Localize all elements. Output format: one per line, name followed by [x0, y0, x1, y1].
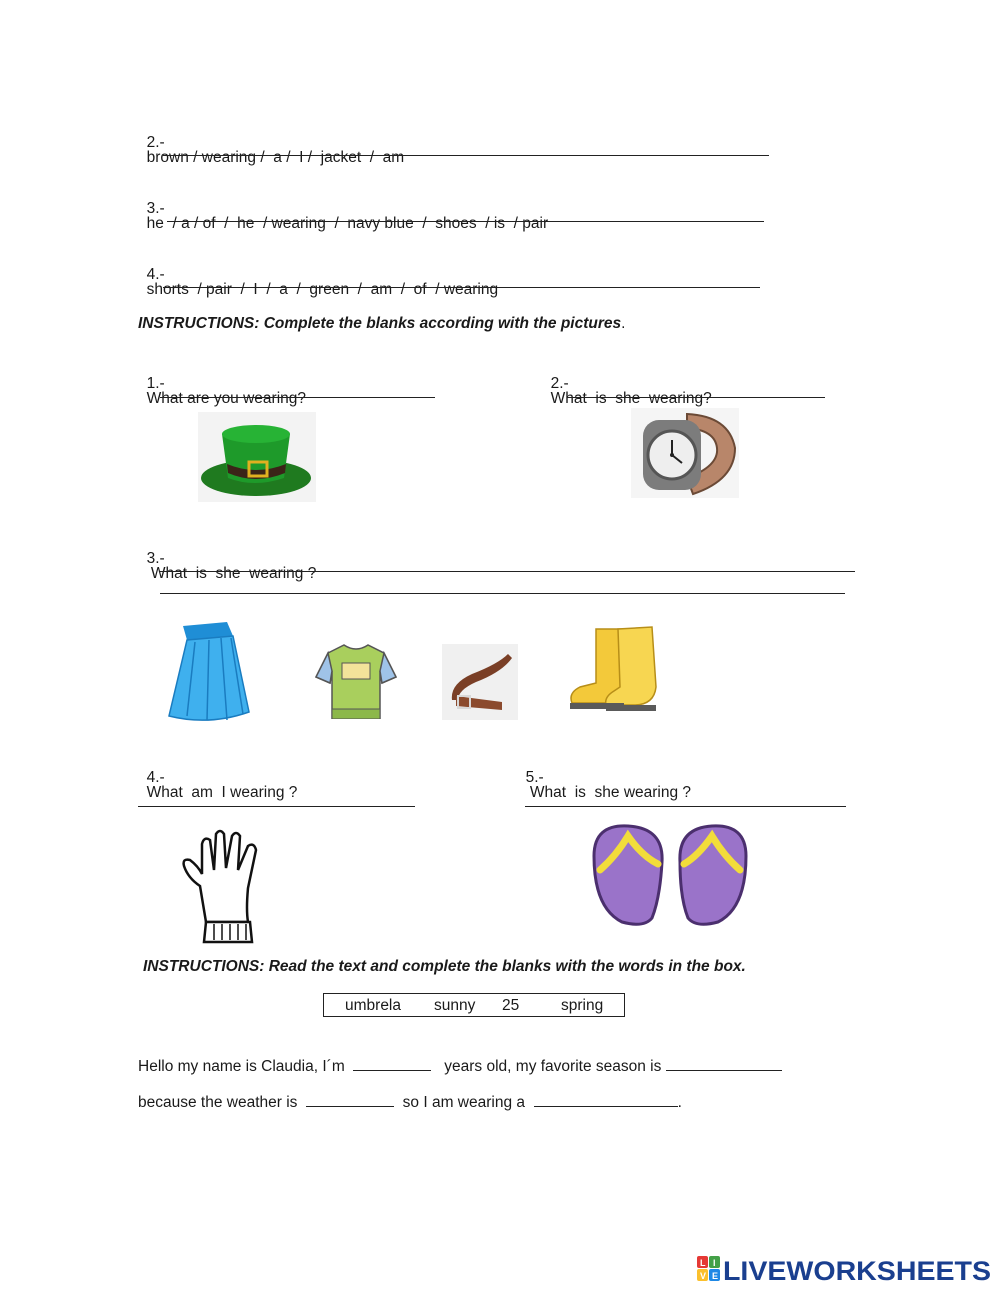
question-number: 5.-	[525, 768, 544, 786]
word-box-item: 25	[502, 997, 520, 1014]
item-number: 3.-	[146, 199, 165, 217]
question-3	[138, 535, 316, 582]
item-number: 2.-	[146, 133, 165, 151]
item-number: 4.-	[146, 265, 165, 283]
instructions-reading: INSTRUCTIONS: Read the text and complete the blanks with the words in the box.	[143, 958, 746, 975]
logo-letter: L	[700, 1258, 706, 1268]
purple-flip-flops-image	[586, 822, 754, 928]
word-box-item: sunny	[434, 997, 476, 1014]
question-text: What are you wearing?	[146, 390, 307, 407]
blank-age[interactable]	[353, 1057, 431, 1071]
liveworksheets-logo	[697, 1254, 993, 1284]
question-text: What is she wearing?	[550, 390, 712, 407]
question-5	[517, 754, 691, 801]
question-number: 3.-	[146, 549, 165, 567]
word-box	[323, 993, 625, 1017]
reading-period: .	[677, 1094, 682, 1111]
word-box-item: umbrela	[345, 997, 401, 1014]
reading-line-1	[138, 1057, 782, 1075]
question-4	[138, 754, 297, 801]
item-text: shorts / pair / I / a / green / am / of / wearing	[146, 281, 499, 298]
blank-season[interactable]	[666, 1057, 782, 1071]
question-2	[542, 360, 712, 407]
reading-text: Hello my name is Claudia, I´m	[138, 1058, 345, 1075]
question-number: 1.-	[146, 374, 165, 392]
question-number: 4.-	[146, 768, 165, 786]
reading-line-2	[138, 1093, 682, 1111]
question-text: What is she wearing ?	[146, 565, 317, 582]
brown-belt-image	[442, 644, 518, 720]
green-t-shirt-image	[314, 643, 398, 719]
answer-line[interactable]	[567, 397, 825, 398]
answer-line[interactable]	[160, 571, 855, 572]
reading-text: years old, my favorite season is	[444, 1058, 662, 1075]
order-item-4	[138, 251, 498, 298]
question-1	[138, 360, 306, 407]
logo-text: LIVEWORKSHEETS	[723, 1256, 991, 1284]
question-number: 2.-	[550, 374, 569, 392]
question-text: What is she wearing ?	[525, 784, 692, 801]
logo-letter: I	[713, 1258, 716, 1268]
white-gloves-image	[176, 826, 286, 946]
wrist-watch-image	[631, 408, 739, 498]
reading-text: because the weather is	[138, 1094, 298, 1111]
answer-line[interactable]	[138, 806, 415, 807]
logo-letter: E	[712, 1271, 719, 1281]
answer-line[interactable]	[163, 155, 769, 156]
question-text: What am I wearing ?	[146, 784, 298, 801]
order-item-2	[138, 119, 404, 166]
blank-weather[interactable]	[306, 1093, 394, 1107]
blue-skirt-image	[165, 620, 251, 724]
order-item-3	[138, 185, 548, 232]
answer-line[interactable]	[167, 221, 764, 222]
word-box-item: spring	[561, 997, 604, 1014]
answer-line[interactable]	[160, 593, 845, 594]
answer-line[interactable]	[160, 397, 435, 398]
instruction-period: .	[621, 315, 626, 332]
reading-text: so I am wearing a	[402, 1094, 525, 1111]
instructions-pictures	[138, 316, 625, 332]
item-text: he / a / of / he / wearing / navy blue / shoes / is / pair	[146, 215, 549, 232]
green-top-hat-image	[198, 412, 316, 502]
instruction-text: INSTRUCTIONS: Complete the blanks according with the pictures	[138, 315, 622, 332]
answer-line[interactable]	[163, 287, 760, 288]
blank-item[interactable]	[534, 1093, 678, 1107]
logo-letter: V	[700, 1271, 707, 1281]
answer-line[interactable]	[525, 806, 846, 807]
yellow-boots-image	[566, 625, 662, 711]
item-text: brown / wearing / a / I / jacket / am	[146, 149, 405, 166]
